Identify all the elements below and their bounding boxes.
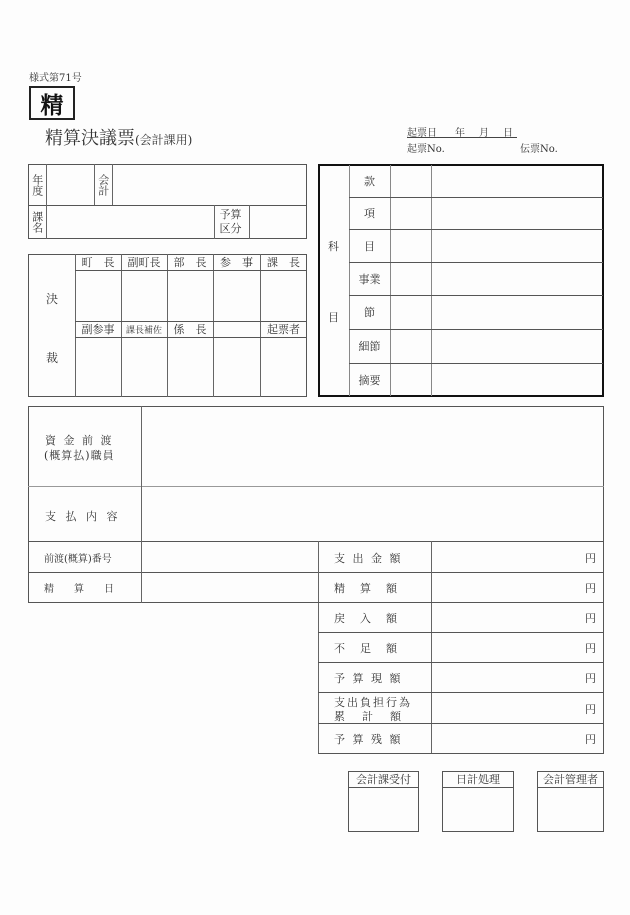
settlement-date-field[interactable]: [142, 573, 318, 602]
subject-name-moku[interactable]: [432, 230, 602, 262]
subject-row-saisetsu: 細節: [358, 340, 381, 353]
approval-head-drafter: 起票者: [267, 323, 300, 336]
amount-commitment-field[interactable]: [432, 693, 603, 723]
subject-name-kan[interactable]: [432, 166, 602, 197]
stamp-drafter[interactable]: [261, 338, 306, 396]
month-label: 月: [479, 128, 489, 139]
department-field[interactable]: [47, 206, 214, 238]
yen-budget-remaining: 円: [585, 733, 596, 746]
amount-label-refund: 戻 入 額: [334, 612, 399, 625]
approval-head-deputy-mayor: 副町長: [127, 256, 161, 269]
yen-expenditure: 円: [585, 552, 596, 565]
approval-head-section-chief: 課 長: [267, 256, 300, 269]
yen-settlement: 円: [585, 582, 596, 595]
stamp-section-chief[interactable]: [261, 271, 306, 321]
stamp-mayor[interactable]: [76, 271, 121, 321]
form-number: 様式第71号: [29, 73, 82, 84]
yen-commitment: 円: [585, 703, 596, 716]
amount-refund-field[interactable]: [432, 603, 603, 632]
approval-head-councilor: 参 事: [220, 256, 253, 269]
subject-row-summary: 摘要: [358, 373, 381, 387]
advance-staff-label-2: (概算払)職員: [44, 449, 115, 462]
amount-label-commitment-2: 累 計 額: [334, 710, 404, 723]
approval-label-bottom: 裁: [46, 351, 59, 365]
stamp-subsection-chief[interactable]: [168, 338, 213, 396]
approval-head-assistant-chief: 課長補佐: [125, 325, 162, 336]
stamp-deputy-councilor[interactable]: [76, 338, 121, 396]
amount-label-settlement: 精 算 額: [334, 582, 399, 595]
amount-expenditure-field[interactable]: [432, 542, 603, 572]
approval-head-subsection-chief: 係 長: [173, 323, 207, 336]
amount-budget-remaining-field[interactable]: [432, 724, 603, 753]
amount-shortage-field[interactable]: [432, 633, 603, 662]
subject-code-moku[interactable]: [391, 230, 431, 262]
subject-name-kou[interactable]: [432, 198, 602, 229]
day-label: 日: [503, 128, 513, 139]
subject-row-moku: 目: [364, 239, 375, 253]
account-label: 会計: [96, 173, 110, 196]
issue-date-label: 起票日: [407, 128, 437, 139]
amount-label-commitment-1: 支出負担行為: [334, 696, 412, 709]
subject-name-saisetsu[interactable]: [432, 330, 602, 363]
yen-refund: 円: [585, 612, 596, 625]
fiscal-year-field[interactable]: [47, 165, 94, 205]
settlement-date-label: 精 算 日: [44, 584, 114, 595]
budget-category-label: 予算区分: [219, 208, 242, 235]
amount-label-budget-remaining: 予 算 残 額: [334, 733, 403, 746]
amount-budget-current-field[interactable]: [432, 663, 603, 692]
yen-shortage: 円: [585, 642, 596, 655]
subject-row-setsu: 節: [364, 306, 375, 319]
advance-number-label: 前渡(概算)番号: [44, 554, 112, 565]
subject-code-saisetsu[interactable]: [391, 330, 431, 363]
subject-label-bottom: 目: [328, 311, 339, 324]
amount-label-expenditure: 支 出 金 額: [334, 552, 403, 565]
subject-code-kou[interactable]: [391, 198, 431, 229]
stamp-label-accounting-reception: 会計課受付: [356, 773, 411, 786]
stamp-deputy-mayor[interactable]: [122, 271, 167, 321]
subject-name-project[interactable]: [432, 263, 602, 295]
form-badge-text: 精: [40, 92, 64, 119]
form-badge: [29, 86, 75, 120]
subject-label-top: 科: [328, 240, 339, 253]
subject-code-kan[interactable]: [391, 166, 431, 197]
subject-row-project: 事業: [358, 272, 381, 286]
year-label: 年: [455, 128, 465, 139]
subject-code-setsu[interactable]: [391, 296, 431, 329]
payment-content-field[interactable]: [142, 487, 603, 541]
issue-date-line: [407, 124, 517, 138]
slip-no-label: 伝票No.: [520, 144, 558, 155]
subject-name-summary[interactable]: [432, 364, 602, 396]
subject-code-summary[interactable]: [391, 364, 431, 396]
title-suffix: (会計課用): [135, 133, 193, 147]
page-title: [45, 124, 192, 150]
stamp-assistant-chief[interactable]: [122, 338, 167, 396]
approval-head-director: 部 長: [173, 256, 207, 269]
draft-no-label: 起票No.: [407, 144, 445, 155]
advance-staff-label-1: 資 金 前 渡: [45, 434, 114, 447]
stamp-label-accounting-manager: 会計管理者: [543, 773, 598, 786]
stamp-blank[interactable]: [214, 338, 260, 396]
stamp-label-daily-processing: 日計処理: [456, 773, 500, 786]
title-main: 精算決議票: [45, 128, 135, 149]
approval-label-top: 決: [46, 292, 59, 306]
advance-number-field[interactable]: [142, 542, 318, 572]
advance-staff-field[interactable]: [142, 407, 603, 486]
approval-head-mayor: 町 長: [81, 256, 115, 269]
amount-label-budget-current: 予 算 現 額: [334, 672, 403, 685]
fiscal-year-label: 年度: [30, 173, 44, 196]
stamp-councilor[interactable]: [214, 271, 260, 321]
subject-row-kan: 款: [364, 175, 375, 188]
stamp-director[interactable]: [168, 271, 213, 321]
account-field[interactable]: [113, 165, 306, 205]
subject-row-kou: 項: [364, 207, 375, 220]
budget-category-field[interactable]: [250, 206, 306, 238]
amount-label-shortage: 不 足 額: [334, 642, 399, 655]
amount-settlement-field[interactable]: [432, 573, 603, 602]
approval-head-deputy-councilor: 副参事: [81, 323, 115, 336]
payment-content-label: 支 払 内 容: [45, 510, 121, 523]
yen-budget-current: 円: [585, 672, 596, 685]
department-label: 課名: [30, 211, 44, 233]
subject-code-project[interactable]: [391, 263, 431, 295]
subject-name-setsu[interactable]: [432, 296, 602, 329]
